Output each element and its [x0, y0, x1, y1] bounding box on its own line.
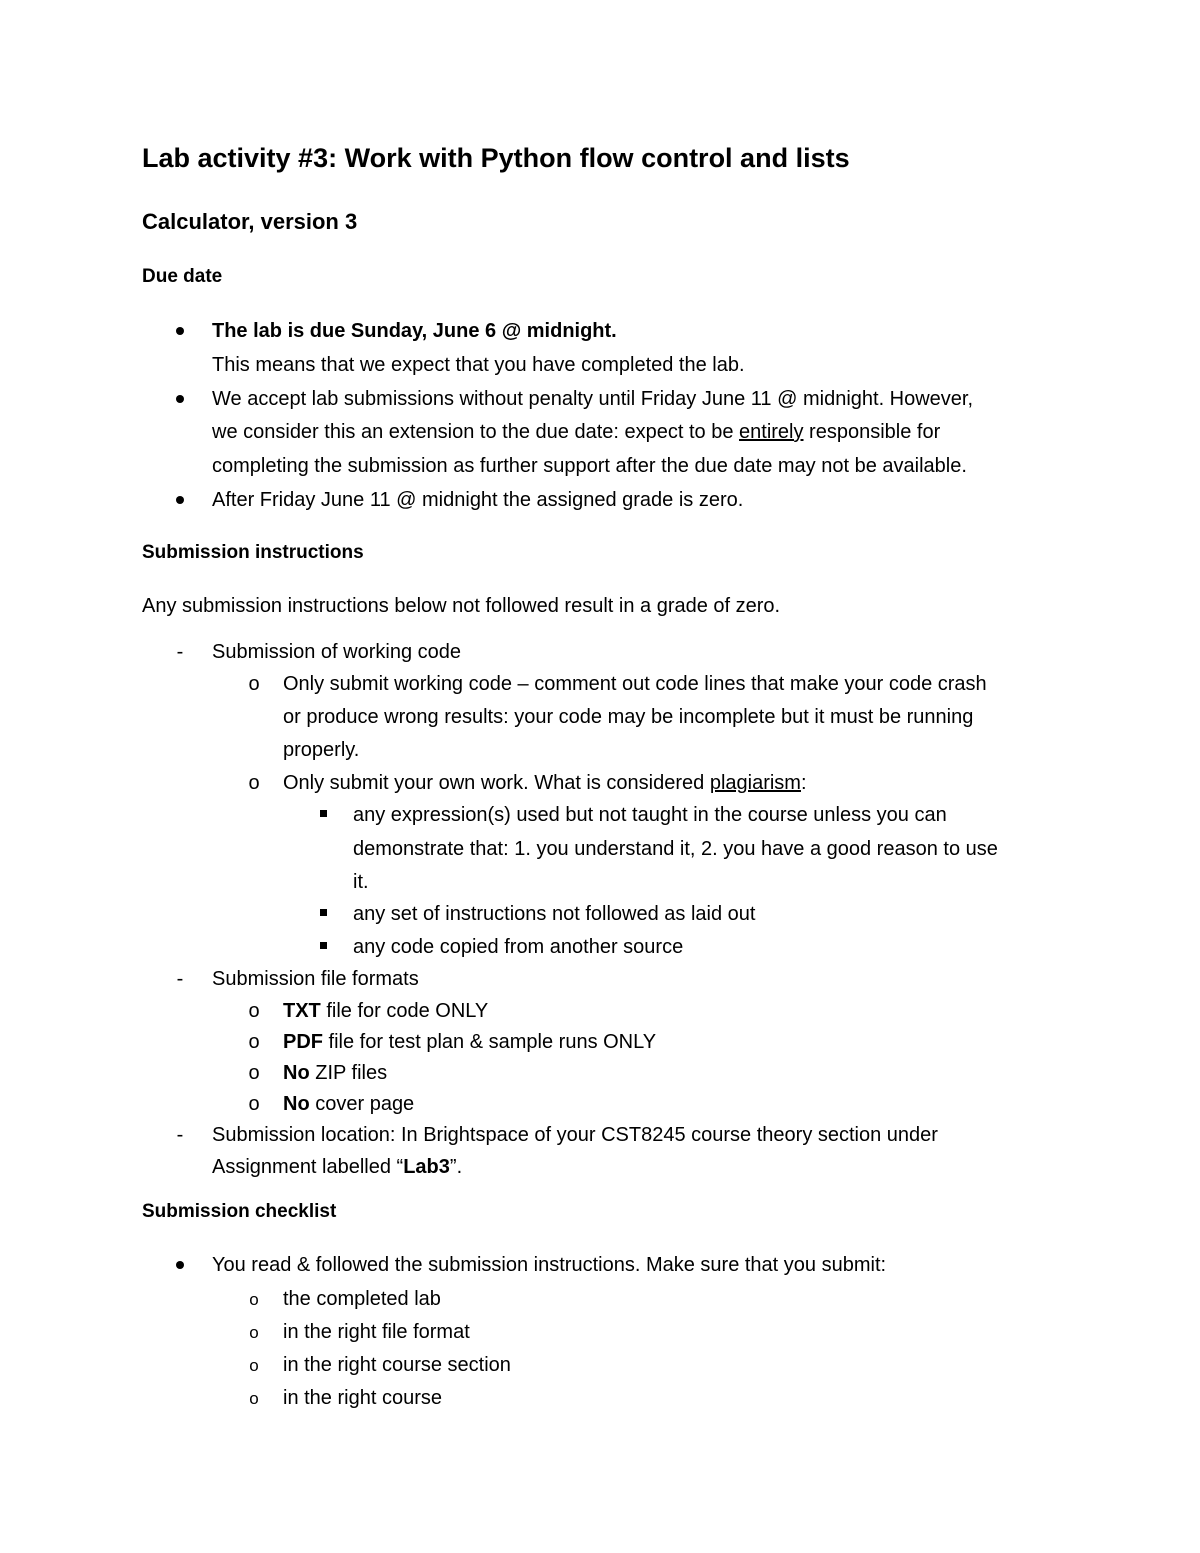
dash-marker: -	[176, 641, 184, 663]
bold-run: TXT	[283, 1000, 321, 1022]
dash-marker: -	[176, 1124, 184, 1146]
bullet-dot	[176, 395, 184, 403]
plagiarism-item-1-line1: any expression(s) used but not taught in the course unless you can	[353, 804, 947, 826]
circle-marker: o	[248, 673, 260, 695]
bullet-dot	[176, 327, 184, 335]
submission-location-line2	[212, 1155, 462, 1179]
document-subtitle: Calculator, version 3	[142, 209, 358, 234]
bold-run: No	[283, 1093, 310, 1115]
circle-marker: o	[248, 1000, 260, 1022]
working-code-sub-1-line3: properly.	[283, 739, 360, 761]
working-code-sub-1-line2: or produce wrong results: your code may be incomplete but it must be running	[283, 706, 974, 728]
due-item-2-line3: completing the submission as further support after the due date may not be available.	[212, 455, 967, 477]
checklist-sub-4: in the right course	[283, 1387, 442, 1409]
due-item-1-detail: This means that we expect that you have completed the lab.	[212, 354, 745, 376]
square-bullet	[320, 810, 327, 817]
plagiarism-item-3: any code copied from another source	[353, 936, 684, 958]
due-item-3: After Friday June 11 @ midnight the assigned grade is zero.	[212, 489, 744, 511]
underlined-word-entirely: entirely	[739, 421, 804, 443]
checklist-sub-2: in the right file format	[283, 1321, 470, 1343]
due-item-2-line2	[212, 420, 940, 444]
plagiarism-item-1-line3: it.	[353, 871, 369, 893]
circle-marker: o	[248, 1062, 260, 1084]
bullet-dot	[176, 496, 184, 504]
text-run: cover page	[309, 1093, 415, 1115]
checklist-sub-1: the completed lab	[283, 1288, 441, 1310]
document-title: Lab activity #3: Work with Python flow control and lists	[142, 143, 850, 173]
format-pdf	[283, 1030, 656, 1054]
due-item-2-line1: We accept lab submissions without penalty until Friday June 11 @ midnight. However,	[212, 388, 974, 410]
bullet-dot	[176, 1261, 184, 1269]
circle-marker: o	[248, 1093, 260, 1115]
text-run: responsible for	[803, 421, 941, 443]
bold-run: Lab3	[403, 1156, 450, 1178]
due-item-1: The lab is due Sunday, June 6 @ midnight.	[212, 320, 617, 342]
square-bullet	[320, 942, 327, 949]
underlined-word-plagiarism: plagiarism	[709, 772, 801, 794]
working-code-item: Submission of working code	[212, 641, 462, 663]
file-formats-item: Submission file formats	[212, 968, 419, 990]
text-run: ZIP files	[309, 1062, 388, 1084]
square-bullet	[320, 909, 327, 916]
plagiarism-item-1-line2: demonstrate that: 1. you understand it, 2. you have a good reason to use	[353, 838, 998, 860]
checklist-item: You read & followed the submission instructions. Make sure that you submit:	[212, 1254, 887, 1276]
circle-marker: o	[249, 1290, 259, 1309]
due-date-heading: Due date	[142, 266, 223, 287]
bold-run: PDF	[283, 1031, 323, 1053]
circle-marker: o	[249, 1356, 259, 1375]
text-run: file for test plan & sample runs ONLY	[323, 1031, 657, 1053]
format-no-cover	[283, 1092, 414, 1116]
text-run: Only submit your own work. What is considered	[283, 772, 710, 794]
circle-marker: o	[249, 1323, 259, 1342]
checklist-sub-3: in the right course section	[283, 1354, 511, 1376]
format-no-zip	[283, 1061, 387, 1085]
plagiarism-item-2: any set of instructions not followed as laid out	[353, 903, 756, 925]
submission-checklist-heading: Submission checklist	[142, 1201, 337, 1222]
working-code-sub-1-line1: Only submit working code – comment out code lines that make your code crash	[283, 673, 987, 695]
submission-instructions-heading: Submission instructions	[142, 542, 364, 563]
dash-marker: -	[176, 968, 184, 990]
bold-run: No	[283, 1062, 310, 1084]
working-code-sub-2	[283, 771, 807, 795]
text-run: we consider this an extension to the due date: expect to be	[212, 421, 740, 443]
text-run: ”.	[449, 1156, 463, 1178]
instructions-intro: Any submission instructions below not followed result in a grade of zero.	[142, 595, 781, 617]
circle-marker: o	[249, 1389, 259, 1408]
submission-location-line1: Submission location: In Brightspace of your CST8245 course theory section under	[212, 1124, 938, 1146]
text-run: Assignment labelled “	[212, 1156, 404, 1178]
format-txt	[283, 999, 488, 1023]
text-run: file for code ONLY	[320, 1000, 489, 1022]
circle-marker: o	[248, 772, 260, 794]
text-run: :	[800, 772, 807, 794]
circle-marker: o	[248, 1031, 260, 1053]
